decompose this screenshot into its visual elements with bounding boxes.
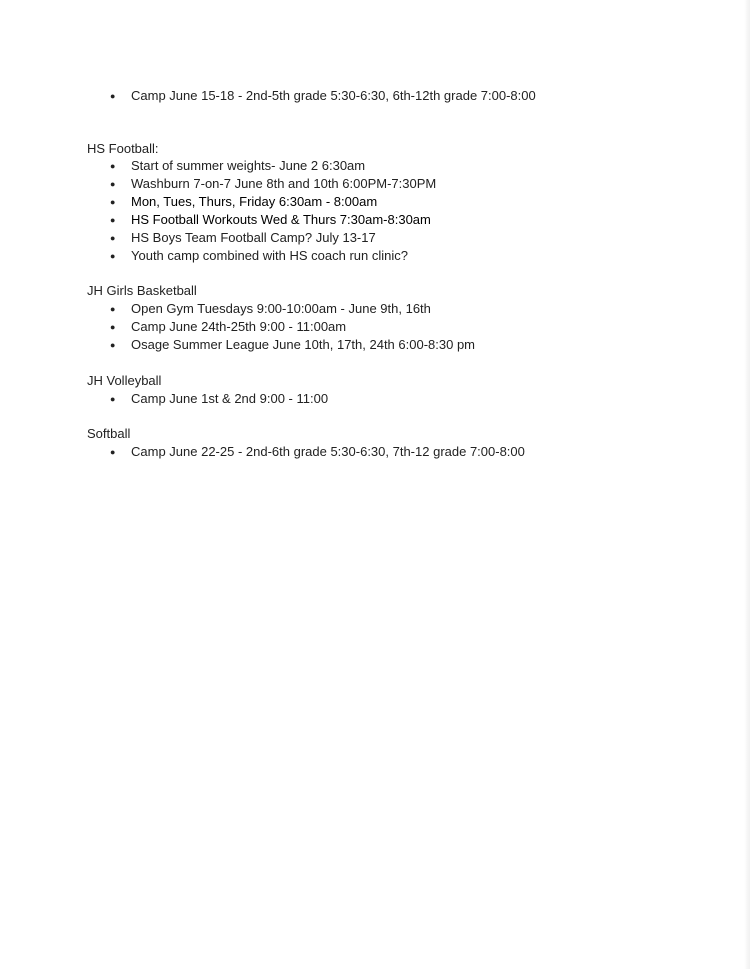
bullet-icon: ● <box>110 197 116 207</box>
list-item: Mon, Tues, Thurs, Friday 6:30am - 8:00am <box>131 194 378 209</box>
bullet-icon: ● <box>110 91 116 101</box>
page-edge-shadow <box>744 0 750 969</box>
list-item: Open Gym Tuesdays 9:00-10:00am - June 9th, 16th <box>131 301 431 316</box>
section-heading-jh-girls-basketball: JH Girls Basketball <box>87 283 197 298</box>
list-item: HS Football Workouts Wed & Thurs 7:30am-8:30am <box>131 212 431 227</box>
bullet-icon: ● <box>110 161 116 171</box>
section-heading-softball: Softball <box>87 426 131 441</box>
list-item: Washburn 7-on-7 June 8th and 10th 6:00PM-7:30PM <box>131 176 437 191</box>
list-item: HS Boys Team Football Camp? July 13-17 <box>131 230 376 245</box>
section-heading-jh-volleyball: JH Volleyball <box>87 373 162 388</box>
section-heading-hs-football: HS Football: <box>87 141 159 156</box>
bullet-icon: ● <box>110 179 116 189</box>
bullet-icon: ● <box>110 394 116 404</box>
list-item: Camp June 22-25 - 2nd-6th grade 5:30-6:30, 7th-12 grade 7:00-8:00 <box>131 444 525 459</box>
bullet-icon: ● <box>110 233 116 243</box>
bullet-icon: ● <box>110 215 116 225</box>
bullet-icon: ● <box>110 340 116 350</box>
list-item: Camp June 15-18 - 2nd-5th grade 5:30-6:30, 6th-12th grade 7:00-8:00 <box>131 88 536 103</box>
list-item: Start of summer weights- June 2 6:30am <box>131 158 366 173</box>
bullet-icon: ● <box>110 251 116 261</box>
bullet-icon: ● <box>110 304 116 314</box>
bullet-icon: ● <box>110 322 116 332</box>
bullet-icon: ● <box>110 447 116 457</box>
list-item: Osage Summer League June 10th, 17th, 24th 6:00-8:30 pm <box>131 337 476 352</box>
list-item: Camp June 24th-25th 9:00 - 11:00am <box>131 319 347 334</box>
list-item: Camp June 1st & 2nd 9:00 - 11:00 <box>131 391 329 406</box>
list-item: Youth camp combined with HS coach run clinic? <box>131 248 408 263</box>
